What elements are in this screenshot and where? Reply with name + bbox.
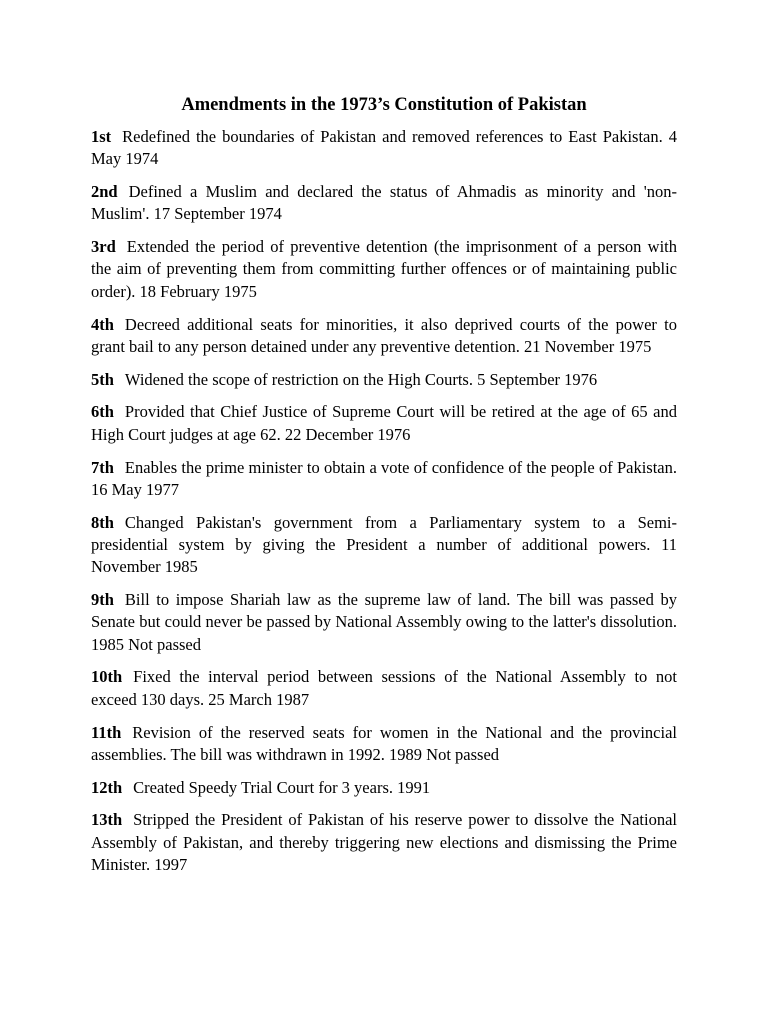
amendment-text: Extended the period of preventive detention (the imprisonment of a person with the aim of preventing them from committing further offences or of maintaining public order). 18 February 1975 bbox=[91, 237, 677, 301]
amendment-number: 13th bbox=[91, 810, 123, 830]
amendment-text: Redefined the boundaries of Pakistan and removed references to East Pakistan. 4 May 1974 bbox=[91, 127, 677, 169]
amendment-entry bbox=[91, 401, 677, 446]
document-title: Amendments in the 1973’s Constitution of Pakistan bbox=[181, 95, 587, 115]
amendment-text: Enables the prime minister to obtain a vote of confidence of the people of Pakistan. 16 May 1977 bbox=[91, 457, 677, 499]
amendment-entry bbox=[91, 181, 677, 226]
amendment-number: 7th bbox=[91, 457, 114, 477]
amendment-entry bbox=[91, 457, 677, 502]
amendment-number: 11th bbox=[91, 722, 122, 742]
amendment-text: Stripped the President of Pakistan of his reserve power to dissolve the National Assembly of Pakistan, and thereby triggering new elections and dismissing the Prime Minister. 1997 bbox=[91, 810, 677, 875]
amendment-text: Bill to impose Shariah law as the supreme law of land. The bill was passed by Senate but could never be passed by National Assembly owing to the latter's dissolution. 1985 Not passed bbox=[91, 590, 677, 654]
amendment-number: 6th bbox=[91, 402, 114, 422]
amendment-number: 5th bbox=[91, 369, 114, 389]
amendment-entry bbox=[91, 809, 677, 876]
amendment-entry bbox=[91, 512, 677, 579]
amendment-entry bbox=[91, 369, 677, 391]
amendment-number: 12th bbox=[91, 777, 123, 797]
amendment-entry bbox=[91, 722, 677, 767]
amendment-number: 10th bbox=[91, 667, 123, 687]
document-page bbox=[91, 93, 677, 887]
amendment-entry bbox=[91, 777, 677, 799]
amendment-number: 1st bbox=[91, 127, 112, 146]
amendment-entry bbox=[91, 126, 677, 171]
amendment-entry bbox=[91, 314, 677, 359]
amendment-text: Changed Pakistan's government from a Parliamentary system to a Semi-presidential system by giving the President a number of additional powers. 11 November 1985 bbox=[91, 512, 677, 577]
amendment-number: 9th bbox=[91, 590, 114, 610]
amendment-number: 8th bbox=[91, 512, 114, 532]
amendment-text: Widened the scope of restriction on the High Courts. 5 September 1976 bbox=[124, 369, 598, 389]
amendment-entry bbox=[91, 666, 677, 711]
amendment-entry bbox=[91, 236, 677, 303]
amendment-text: Revision of the reserved seats for women in the National and the provincial assemblies. The bill was withdrawn in 1992. 1989 Not passed bbox=[91, 722, 677, 764]
amendment-number: 3rd bbox=[91, 237, 116, 257]
amendment-text: Decreed additional seats for minorities, it also deprived courts of the power to grant bail to any person detained under any preventive detention. 21 November 1975 bbox=[91, 314, 677, 356]
amendment-text: Created Speedy Trial Court for 3 years. 1991 bbox=[133, 777, 431, 797]
amendment-text: Defined a Muslim and declared the status of Ahmadis as minority and 'non-Muslim'. 17 September 1974 bbox=[91, 182, 677, 224]
amendment-number: 2nd bbox=[91, 182, 118, 202]
amendment-text: Fixed the interval period between sessions of the National Assembly to not exceed 130 days. 25 March 1987 bbox=[91, 667, 677, 709]
amendment-entry bbox=[91, 589, 677, 656]
amendment-text: Provided that Chief Justice of Supreme Court will be retired at the age of 65 and High Court judges at age 62. 22 December 1976 bbox=[91, 402, 677, 444]
amendment-number: 4th bbox=[91, 314, 114, 334]
